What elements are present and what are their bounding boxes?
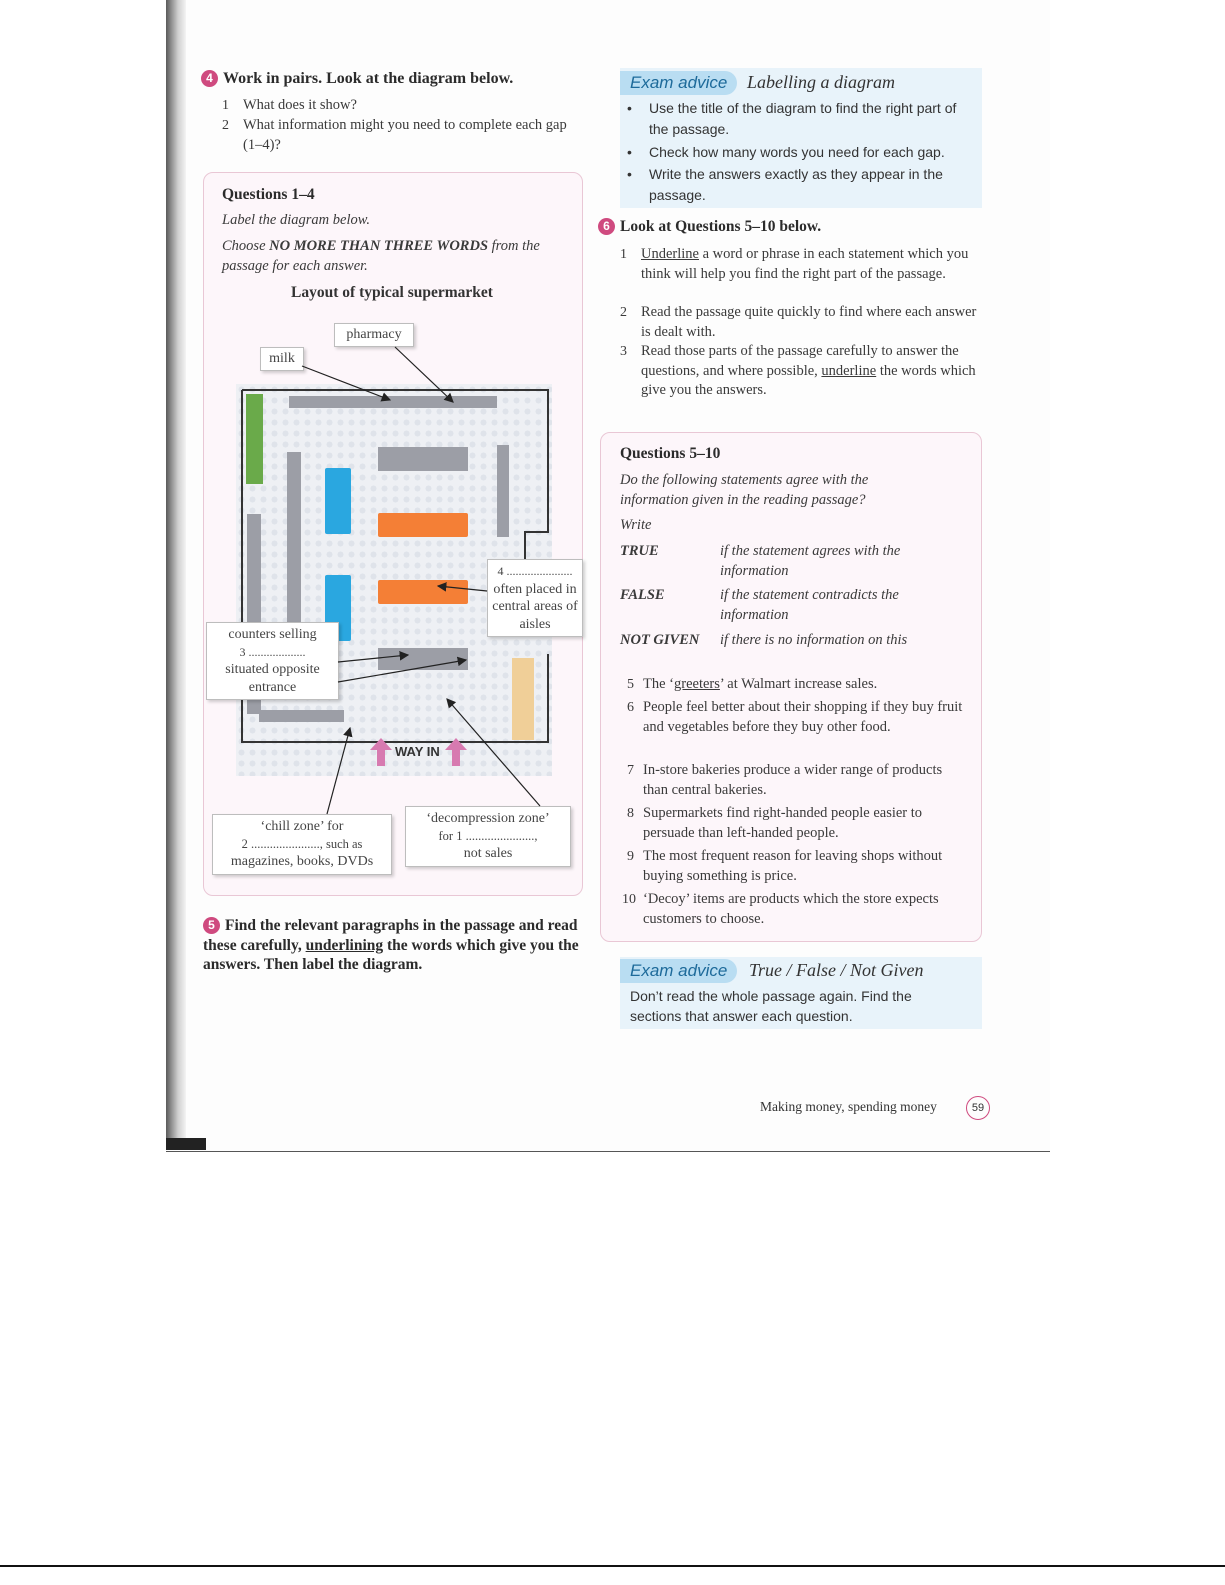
question-9: 9 The most frequent reason for leaving shops without buying something is price. [622,847,967,886]
question-7: 7 In-store bakeries produce a wider range of products than central bakeries. [622,761,967,800]
exam-advice-text-2: Don’t read the whole passage again. Find the sections that answer each question. [630,988,912,1024]
pharmacy-label: pharmacy [334,323,414,347]
q6-text: People feel better about their shopping if they buy fruit and vegetables before they buy other food. [643,699,963,735]
item-text: What does it show? [243,97,357,113]
exercise-6-heading [598,218,821,236]
key-false: FALSE [620,587,665,603]
gap-4-number: 4 ...................... [497,564,573,578]
exam-advice-tab-2: Exam advice [620,959,737,983]
exercise-5-text-end: the words which give you the answers. Then label the diagram. [203,936,579,973]
gap-1-suffix: not sales [463,846,513,861]
gap-4-text: often placed in central areas of aisles [492,581,578,632]
exercise-4-heading-text: Work in pairs. Look at the diagram below. [223,70,514,87]
item-text: What information might you need to complete each gap (1–4)? [243,117,567,153]
underline-word: underline [821,362,877,379]
gap-2-pointer [327,728,350,814]
exercise-4-number: 4 [201,70,218,87]
diagram-title: Layout of typical supermarket [291,284,493,301]
gap-2-number: 2 ......................, such as [241,836,363,851]
exercise-6-item-1: 1 Underline a word or phrase in each statement which you think will help you find the right part of the passage. [620,246,969,282]
exercise-5-underlined: underlining [305,936,384,954]
item-number: 1 [222,98,229,113]
gap-1-prefix: ‘decompression zone’ [426,811,550,826]
exam-advice-tab: Exam advice [620,71,737,95]
question-8: 8 Supermarkets find right-handed people easier to persuade than left-handed people. [622,804,967,843]
advice-bullet-2: • Check how many words you need for each gap. [649,142,974,163]
exam-advice-title: Labelling a diagram [747,72,896,92]
questions-5-10-instruction: Do the following statements agree with the information given in the reading passage? [620,472,869,508]
way-in-label: WAY IN [395,744,440,759]
item-number: 2 [222,118,229,133]
questions-1-4-title: Questions 1–4 [222,186,315,203]
gap-3-prefix: counters selling [228,627,317,642]
scan-bottom-line [0,1565,1225,1567]
advice-bullet-1: • Use the title of the diagram to find the right part of the passage. [649,98,974,140]
gap-3-pointer-2 [338,660,466,682]
footer-unit-title: Making money, spending money [760,1099,937,1114]
exercise-5-text: Find the relevant paragraphs in the passage and read these carefully, [203,917,578,954]
item-text: Read those parts of the passage carefully to answer the questions, and where possible, [641,343,959,379]
item-text: Read the passage quite quickly to find where each answer is dealt with. [641,304,977,340]
exercise-6-item-2: 2 Read the passage quite quickly to find where each answer is dealt with. [620,303,982,342]
q5-text: The ‘ [643,676,674,692]
exam-advice-title-2: True / False / Not Given [749,960,924,980]
q9-text: The most frequent reason for leaving shops without buying something is price. [643,848,943,884]
item-text: a word or phrase in each statement which you think will help you find the right part of the passage. [641,246,969,282]
q10-text: ‘Decoy’ items are products which the store expects customers to choose. [643,891,939,927]
page-number: 59 [966,1096,990,1120]
milk-pointer [302,366,390,400]
gap-2-suffix: magazines, books, DVDs [230,854,374,869]
item-text-end: the words which give you the answers. [641,362,976,398]
advice-bullet-3: • Write the answers exactly as they appear in the passage. [649,164,974,206]
key-false-description: if the statement contradicts the information [720,587,899,623]
q8-text: Supermarkets find right-handed people easier to persuade than left-handed people. [643,805,923,841]
gap-1-pointer [447,699,540,806]
milk-label: milk [260,347,304,371]
gap-4-pointer [438,586,487,591]
instruction-part: Choose [222,238,270,254]
gap-3-number: 3 ................... [239,644,306,659]
key-true-description: if the statement agrees with the information [720,543,901,579]
underline-word: Underline [641,246,699,262]
question-5: 5 The ‘greeters’ at Walmart increase sales. [627,676,878,692]
write-label: Write [620,517,652,533]
instruction-emphasis: NO MORE THAN THREE WORDS [269,238,489,254]
questions-1-4-instruction-1: Label the diagram below. [222,212,370,228]
exercise-6-item-3: 3 Read those parts of the passage carefully to answer the questions, and where possible, underline the words which give you the answers. [620,343,976,398]
key-not-given: NOT GIVEN [620,632,700,648]
key-not-given-description: if there is no information on this [720,632,908,648]
exercise-5 [203,916,588,975]
q5-text-end: ’ at Walmart increase sales. [719,676,878,692]
questions-5-10-title: Questions 5–10 [620,445,721,462]
gap-3-suffix: situated opposite entrance [225,662,320,695]
instruction-part: from the passage for each answer. [222,238,540,274]
exercise-5-number: 5 [203,917,220,934]
question-10: 10 ‘Decoy’ items are products which the store expects customers to choose. [622,890,967,929]
q5-underlined: greeters [674,676,720,692]
gap-1-number: for 1 ......................, [438,828,538,843]
gap-2-prefix: ‘chill zone’ for [260,819,344,834]
question-6: 6 People feel better about their shopping if they buy fruit and vegetables before they buy other food. [622,698,967,737]
pharmacy-pointer [395,347,453,402]
gap-3-pointer-1 [338,655,408,662]
key-true: TRUE [620,543,659,559]
exercise-6-number: 6 [598,218,615,235]
exercise-6-heading-text: Look at Questions 5–10 below. [620,218,822,235]
q7-text: In-store bakeries produce a wider range of products than central bakeries. [643,762,943,798]
